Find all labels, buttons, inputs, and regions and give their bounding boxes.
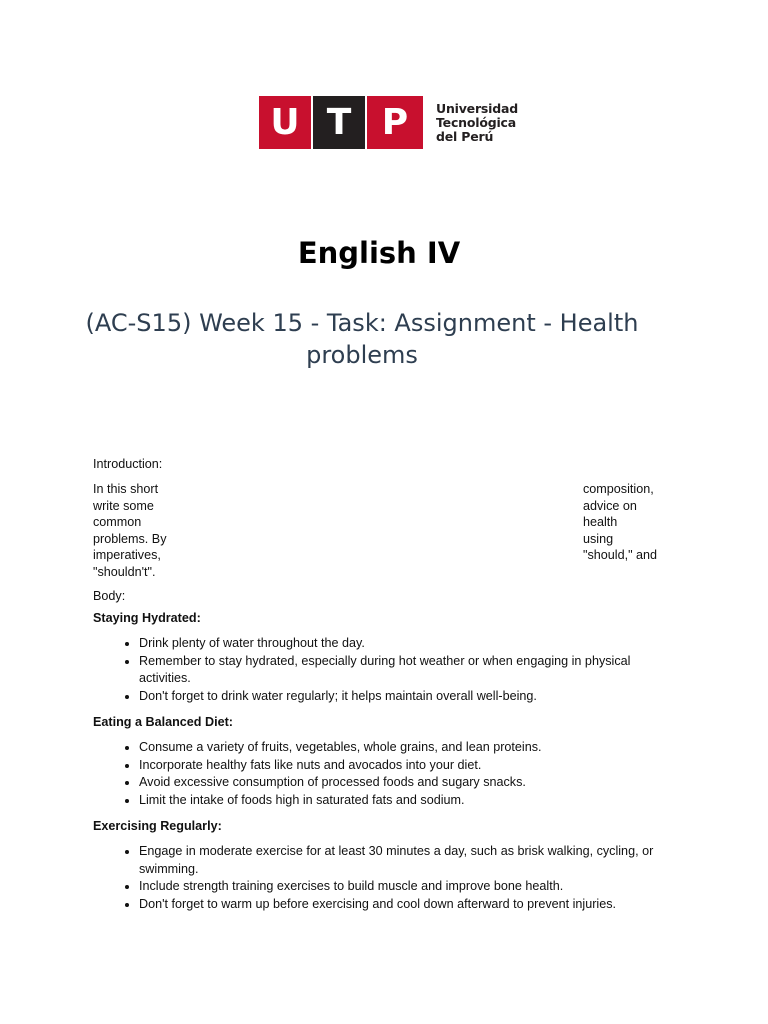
introduction-right-column: composition, advice on health using "should," and [583,482,658,562]
document-body [93,457,673,923]
section-heading: Eating a Balanced Diet: [93,715,233,729]
list-item: • Engage in moderate exercise for at least 30 minutes a day, such as brisk walking, cycling, or swimming. [139,843,673,878]
list-item: • Remember to stay hydrated, especially during hot weather or when engaging in physical activities. [139,653,673,688]
list-item: • Don't forget to drink water regularly; it helps maintain overall well-being. [139,688,673,706]
logo-name-line-1: Universidad [436,101,518,116]
list-item: • Don't forget to warm up before exercising and cool down afterward to prevent injuries. [139,896,673,914]
body-label: Body: [93,589,126,603]
document-subtitle: (AC-S15) Week 15 - Task: Assignment - Health problems [85,309,639,369]
document-title: English IV [297,236,461,270]
introduction-text [93,481,673,580]
list-item: • Incorporate healthy fats like nuts and avocados into your diet. [139,757,673,775]
section-heading: Exercising Regularly: [93,819,222,833]
logo-letter-u: U [259,96,311,149]
section-staying-hydrated [93,611,673,705]
list-item: • Consume a variety of fruits, vegetables, whole grains, and lean proteins. [139,739,673,757]
logo-university-name [436,102,518,144]
introduction-label: Introduction: [93,457,163,471]
list-item: • Limit the intake of foods high in saturated fats and sodium. [139,792,673,810]
list-item: • Avoid excessive consumption of processed foods and sugary snacks. [139,774,673,792]
section-exercising-regularly [93,819,673,913]
bullet-list [93,739,673,809]
section-eating-balanced-diet [93,715,673,809]
logo-letter-t: T [313,96,365,149]
bullet-list [93,843,673,913]
list-item: • Include strength training exercises to build muscle and improve bone health. [139,878,673,896]
logo-name-line-2: Tecnológica [436,115,516,130]
utp-logo [259,96,518,149]
section-heading: Staying Hydrated: [93,611,201,625]
introduction-left-column: In this short write some common problems. By imperatives, "shouldn't". [93,482,167,579]
list-item: • Drink plenty of water throughout the day. [139,635,673,653]
logo-name-line-3: del Perú [436,129,494,144]
logo-letter-p: P [367,96,423,149]
bullet-list [93,635,673,705]
